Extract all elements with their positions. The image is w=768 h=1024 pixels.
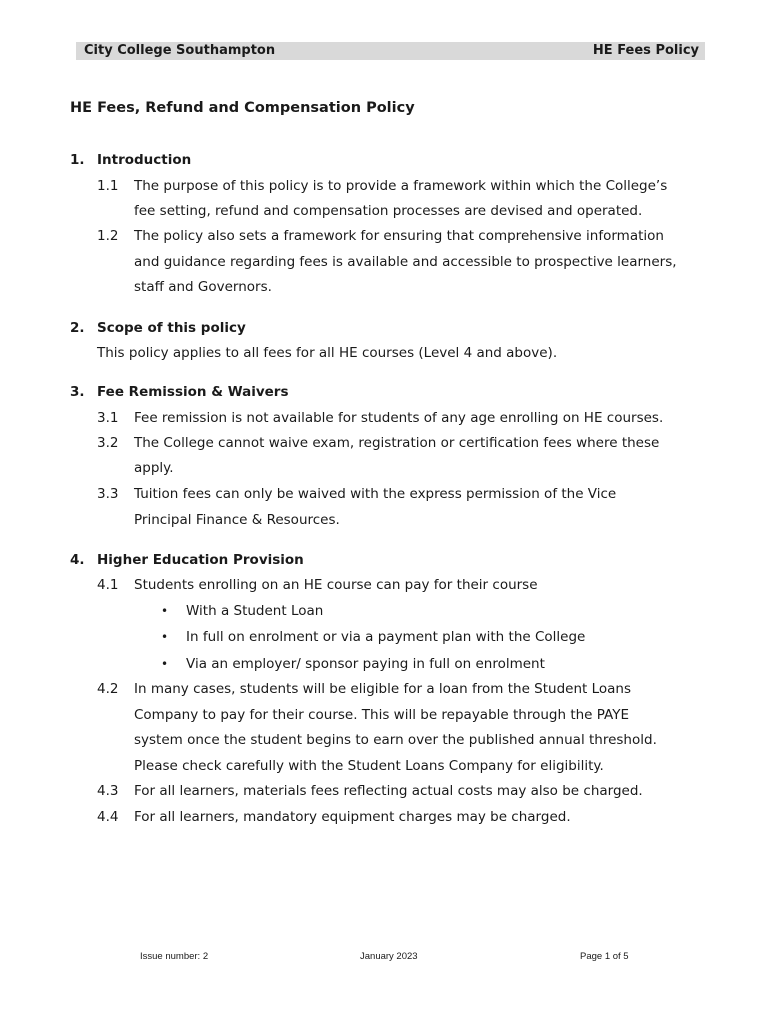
- clause-text-line: Please check carefully with the Student Loans Company for eligibility.: [134, 758, 604, 774]
- bullet-item: With a Student Loan: [186, 603, 324, 619]
- section-number: 4.: [70, 552, 85, 568]
- section-title: Scope of this policy: [97, 320, 246, 336]
- clause-text-line: system once the student begins to earn over the published annual threshold.: [134, 732, 657, 748]
- clause-number: 1.2: [97, 228, 119, 244]
- section-title: Higher Education Provision: [97, 552, 304, 568]
- clause-text-line: The policy also sets a framework for ensuring that comprehensive information: [134, 228, 664, 244]
- document-header: [76, 42, 705, 60]
- footer-page-number: Page 1 of 5: [580, 951, 629, 962]
- clause-number: 4.2: [97, 681, 119, 697]
- clause-number: 3.3: [97, 486, 119, 502]
- header-organisation: City College Southampton: [84, 43, 276, 58]
- bullet-item: Via an employer/ sponsor paying in full on enrolment: [186, 656, 545, 672]
- clause-text-line: fee setting, refund and compensation processes are devised and operated.: [134, 203, 643, 219]
- clause-number: 4.1: [97, 577, 119, 593]
- section-heading-introduction: [70, 150, 191, 170]
- document-title: HE Fees, Refund and Compensation Policy: [70, 100, 415, 116]
- section-heading-scope: [70, 318, 246, 338]
- section-heading-higher-education: [70, 550, 304, 570]
- bullet-icon: •: [161, 657, 169, 671]
- section-title: Introduction: [97, 152, 192, 168]
- clause-text-line: In many cases, students will be eligible for a loan from the Student Loans: [134, 681, 632, 697]
- clause-text-line: staff and Governors.: [134, 279, 272, 295]
- bullet-item: In full on enrolment or via a payment plan with the College: [186, 629, 586, 645]
- clause-text-line: For all learners, materials fees reflecting actual costs may also be charged.: [134, 783, 643, 799]
- clause-number: 1.1: [97, 178, 119, 194]
- clause-text-line: For all learners, mandatory equipment charges may be charged.: [134, 809, 571, 825]
- clause-number: 3.2: [97, 435, 119, 451]
- clause-number: 4.4: [97, 809, 119, 825]
- section-title: Fee Remission & Waivers: [97, 384, 289, 400]
- section-number: 2.: [70, 320, 85, 336]
- section-number: 1.: [70, 152, 85, 168]
- clause-text-line: Company to pay for their course. This will be repayable through the PAYE: [134, 707, 630, 723]
- bullet-icon: •: [161, 604, 169, 618]
- clause-number: 3.1: [97, 410, 119, 426]
- footer-date: January 2023: [360, 951, 418, 962]
- clause-text-line: The purpose of this policy is to provide a framework within which the College’s: [134, 178, 668, 194]
- clause-text-line: The College cannot waive exam, registration or certification fees where these: [134, 435, 660, 451]
- section-heading-fee-remission: [70, 382, 289, 402]
- bullet-icon: •: [161, 630, 169, 644]
- clause-text-line: Fee remission is not available for students of any age enrolling on HE courses.: [134, 410, 664, 426]
- clause-text-line: and guidance regarding fees is available and accessible to prospective learners,: [134, 254, 677, 270]
- section-number: 3.: [70, 384, 85, 400]
- header-document-name: HE Fees Policy: [592, 43, 699, 58]
- clause-text-line: Students enrolling on an HE course can pay for their course: [134, 577, 538, 593]
- clause-text-line: Principal Finance & Resources.: [134, 512, 340, 528]
- footer-issue-number: Issue number: 2: [140, 951, 209, 962]
- section-body-text: This policy applies to all fees for all HE courses (Level 4 and above).: [97, 345, 558, 361]
- clause-number: 4.3: [97, 783, 119, 799]
- clause-text-line: Tuition fees can only be waived with the express permission of the Vice: [134, 486, 617, 502]
- clause-text-line: apply.: [134, 460, 174, 476]
